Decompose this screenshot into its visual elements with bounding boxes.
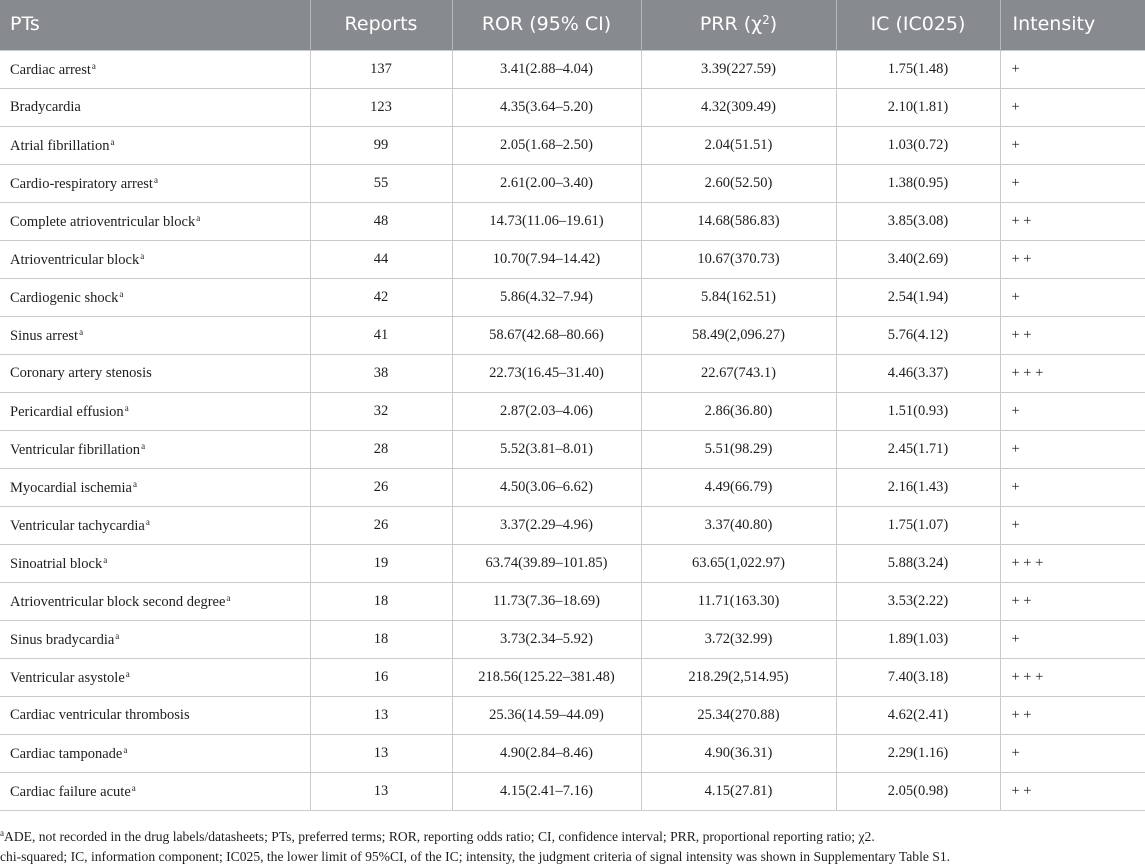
footnote-marker: a (145, 516, 150, 527)
footnote-marker: a (140, 250, 145, 261)
pt-name: Atrioventricular block second degree (10, 593, 226, 610)
pt-name: Sinus bradycardia (10, 631, 115, 648)
footnote-marker: a (226, 592, 231, 603)
pt-name: Cardiac arrest (10, 61, 91, 78)
cell-ror: 4.50(3.06–6.62) (452, 469, 641, 507)
cell-ic: 3.53(2.22) (836, 583, 1000, 621)
pt-name: Cardiac ventricular thrombosis (10, 707, 190, 723)
cell-ror: 22.73(16.45–31.40) (452, 355, 641, 393)
footnote-marker: a (123, 744, 128, 755)
cell-reports: 38 (310, 355, 452, 393)
table-row (0, 735, 1145, 773)
table-row (0, 697, 1145, 735)
cell-reports: 13 (310, 697, 452, 735)
cell-reports: 13 (310, 773, 452, 811)
cell-prr: 5.51(98.29) (641, 431, 836, 469)
footnote-marker: a (131, 782, 136, 793)
cell-ic: 3.85(3.08) (836, 203, 1000, 241)
cell-ror: 2.05(1.68–2.50) (452, 127, 641, 165)
cell-ror: 11.73(7.36–18.69) (452, 583, 641, 621)
pt-name: Ventricular fibrillation (10, 441, 141, 458)
cell-ror: 3.41(2.88–4.04) (452, 51, 641, 89)
table-row (0, 545, 1145, 583)
cell-prr: 10.67(370.73) (641, 241, 836, 279)
cell-ic: 5.88(3.24) (836, 545, 1000, 583)
footnote-marker: a (79, 326, 84, 337)
cell-pt (0, 773, 310, 811)
cell-reports: 13 (310, 735, 452, 773)
pt-name: Ventricular asystole (10, 669, 125, 686)
cell-intensity: + + (1000, 203, 1145, 241)
cell-ic: 2.29(1.16) (836, 735, 1000, 773)
cell-prr: 11.71(163.30) (641, 583, 836, 621)
cell-reports: 123 (310, 89, 452, 127)
cell-ic: 4.62(2.41) (836, 697, 1000, 735)
cell-intensity: + + + (1000, 659, 1145, 697)
footnote-marker: a (91, 60, 96, 71)
cell-ror: 4.15(2.41–7.16) (452, 773, 641, 811)
cell-reports: 16 (310, 659, 452, 697)
footnote-mark: a (0, 828, 4, 838)
pt-name: Myocardial ischemia (10, 479, 132, 496)
pt-name: Ventricular tachycardia (10, 517, 145, 534)
pt-name: Cardio-respiratory arrest (10, 175, 153, 192)
pt-name: Sinoatrial block (10, 555, 103, 572)
cell-pt (0, 241, 310, 279)
cell-ror: 5.86(4.32–7.94) (452, 279, 641, 317)
cell-reports: 26 (310, 469, 452, 507)
cell-intensity: + (1000, 279, 1145, 317)
footnote-marker: a (124, 402, 129, 413)
pt-name: Cardiogenic shock (10, 289, 119, 306)
cell-pt (0, 203, 310, 241)
cell-prr: 4.90(36.31) (641, 735, 836, 773)
cell-ic: 2.10(1.81) (836, 89, 1000, 127)
cell-ror: 4.90(2.84–8.46) (452, 735, 641, 773)
cell-intensity: + (1000, 431, 1145, 469)
col-header-reports: Reports (310, 0, 452, 51)
cell-intensity: + + (1000, 241, 1145, 279)
cell-pt (0, 659, 310, 697)
cell-ror: 2.87(2.03–4.06) (452, 393, 641, 431)
table-row (0, 431, 1145, 469)
cell-ror: 3.73(2.34–5.92) (452, 621, 641, 659)
cell-pt (0, 355, 310, 393)
table-row (0, 583, 1145, 621)
table-row (0, 355, 1145, 393)
cell-reports: 55 (310, 165, 452, 203)
cell-prr: 4.32(309.49) (641, 89, 836, 127)
cell-intensity: + (1000, 735, 1145, 773)
footnote-marker: a (115, 630, 120, 641)
cell-prr: 218.29(2,514.95) (641, 659, 836, 697)
table-row (0, 203, 1145, 241)
footnote-line-2 (0, 847, 1145, 867)
table-row (0, 127, 1145, 165)
cell-ic: 5.76(4.12) (836, 317, 1000, 355)
pt-name: Complete atrioventricular block (10, 213, 196, 230)
pt-name: Coronary artery stenosis (10, 365, 152, 381)
table-row (0, 773, 1145, 811)
cell-reports: 18 (310, 583, 452, 621)
cell-ic: 1.89(1.03) (836, 621, 1000, 659)
cell-reports: 26 (310, 507, 452, 545)
footnote-text-2: chi-squared; IC, information component; IC025, the lower limit of 95%CI, of the IC; intensity, the judgment criteria of signal intensity was shown in Supplementary Table S1. (0, 849, 951, 864)
cell-reports: 42 (310, 279, 452, 317)
cell-prr: 25.34(270.88) (641, 697, 836, 735)
cell-pt (0, 317, 310, 355)
cell-ic: 1.03(0.72) (836, 127, 1000, 165)
prr-header-superscript: 2 (762, 13, 770, 27)
cell-ror: 218.56(125.22–381.48) (452, 659, 641, 697)
cell-reports: 28 (310, 431, 452, 469)
pt-name: Cardiac failure acute (10, 783, 131, 800)
col-header-prr (641, 0, 836, 51)
pt-name: Bradycardia (10, 99, 81, 115)
cell-pt (0, 507, 310, 545)
cell-pt (0, 89, 310, 127)
cell-intensity: + (1000, 507, 1145, 545)
cell-pt (0, 127, 310, 165)
table-row (0, 659, 1145, 697)
cell-intensity: + (1000, 51, 1145, 89)
cell-pt (0, 279, 310, 317)
col-header-intensity: Intensity (1000, 0, 1145, 51)
cell-intensity: + (1000, 127, 1145, 165)
pt-name: Sinus arrest (10, 327, 79, 344)
table-row (0, 469, 1145, 507)
table-row (0, 507, 1145, 545)
cell-reports: 137 (310, 51, 452, 89)
cell-pt (0, 697, 310, 735)
cell-intensity: + (1000, 165, 1145, 203)
pt-name: Cardiac tamponade (10, 745, 123, 762)
cell-ic: 1.51(0.93) (836, 393, 1000, 431)
cell-pt (0, 431, 310, 469)
cell-intensity: + (1000, 469, 1145, 507)
table-row (0, 89, 1145, 127)
footnote-marker: a (125, 668, 130, 679)
cell-pt (0, 393, 310, 431)
pt-name: Atrioventricular block (10, 251, 140, 268)
footnote-marker: a (196, 212, 201, 223)
footnote-line-1 (0, 823, 1145, 847)
cell-reports: 41 (310, 317, 452, 355)
cell-ic: 2.45(1.71) (836, 431, 1000, 469)
cell-intensity: + + (1000, 697, 1145, 735)
cell-prr: 2.86(36.80) (641, 393, 836, 431)
cell-pt (0, 583, 310, 621)
cell-ror: 3.37(2.29–4.96) (452, 507, 641, 545)
cell-reports: 18 (310, 621, 452, 659)
cell-ic: 2.16(1.43) (836, 469, 1000, 507)
prr-header-close: ) (769, 13, 778, 35)
cell-ic: 2.05(0.98) (836, 773, 1000, 811)
footnote-marker: a (133, 478, 137, 489)
pt-name: Pericardial effusion (10, 403, 124, 420)
footnote-marker: a (103, 554, 108, 565)
cell-prr: 14.68(586.83) (641, 203, 836, 241)
cell-intensity: + (1000, 621, 1145, 659)
table-header-row (0, 0, 1145, 51)
table-row (0, 165, 1145, 203)
cell-prr: 22.67(743.1) (641, 355, 836, 393)
cell-ic: 7.40(3.18) (836, 659, 1000, 697)
cell-ic: 1.75(1.07) (836, 507, 1000, 545)
pt-name: Atrial fibrillation (10, 137, 110, 154)
cell-intensity: + + (1000, 317, 1145, 355)
cell-reports: 19 (310, 545, 452, 583)
cell-ic: 2.54(1.94) (836, 279, 1000, 317)
cell-intensity: + + + (1000, 545, 1145, 583)
cell-ic: 4.46(3.37) (836, 355, 1000, 393)
cell-prr: 3.37(40.80) (641, 507, 836, 545)
cell-ror: 63.74(39.89–101.85) (452, 545, 641, 583)
cell-prr: 4.15(27.81) (641, 773, 836, 811)
cell-ic: 3.40(2.69) (836, 241, 1000, 279)
table-row (0, 621, 1145, 659)
table-footnotes (0, 823, 1145, 867)
cell-ror: 2.61(2.00–3.40) (452, 165, 641, 203)
cell-pt (0, 545, 310, 583)
table-row (0, 279, 1145, 317)
cell-ror: 10.70(7.94–14.42) (452, 241, 641, 279)
cell-ror: 25.36(14.59–44.09) (452, 697, 641, 735)
cell-reports: 48 (310, 203, 452, 241)
cell-intensity: + + + (1000, 355, 1145, 393)
prr-header-label: PRR (χ (699, 13, 763, 35)
footnote-marker: a (119, 288, 124, 299)
col-header-ror: ROR (95% CI) (452, 0, 641, 51)
table-row (0, 393, 1145, 431)
footnote-marker: a (110, 136, 115, 147)
col-header-pts: PTs (0, 0, 310, 51)
cell-reports: 44 (310, 241, 452, 279)
cell-ror: 5.52(3.81–8.01) (452, 431, 641, 469)
cell-prr: 5.84(162.51) (641, 279, 836, 317)
footnote-marker: a (141, 440, 146, 451)
cell-reports: 99 (310, 127, 452, 165)
cell-prr: 58.49(2,096.27) (641, 317, 836, 355)
cell-prr: 4.49(66.79) (641, 469, 836, 507)
cell-pt (0, 51, 310, 89)
table-body (0, 51, 1145, 811)
cell-ror: 58.67(42.68–80.66) (452, 317, 641, 355)
table-row (0, 241, 1145, 279)
cell-ic: 1.75(1.48) (836, 51, 1000, 89)
footnote-text-1: ADE, not recorded in the drug labels/datasheets; PTs, preferred terms; ROR, reporting odds ratio; CI, confidence interval; PRR, proportional reporting ratio; χ2. (4, 829, 875, 844)
cell-intensity: + (1000, 89, 1145, 127)
cell-reports: 32 (310, 393, 452, 431)
cell-intensity: + + (1000, 583, 1145, 621)
cell-ror: 4.35(3.64–5.20) (452, 89, 641, 127)
cell-pt (0, 469, 310, 507)
cell-intensity: + (1000, 393, 1145, 431)
cell-prr: 3.72(32.99) (641, 621, 836, 659)
cell-prr: 63.65(1,022.97) (641, 545, 836, 583)
table-row (0, 317, 1145, 355)
cell-pt (0, 165, 310, 203)
col-header-ic: IC (IC025) (836, 0, 1000, 51)
cell-prr: 2.04(51.51) (641, 127, 836, 165)
cell-ror: 14.73(11.06–19.61) (452, 203, 641, 241)
cell-intensity: + + (1000, 773, 1145, 811)
cell-prr: 2.60(52.50) (641, 165, 836, 203)
cell-ic: 1.38(0.95) (836, 165, 1000, 203)
cell-prr: 3.39(227.59) (641, 51, 836, 89)
cell-pt (0, 621, 310, 659)
cell-pt (0, 735, 310, 773)
table-row (0, 51, 1145, 89)
footnote-marker: a (153, 174, 158, 185)
